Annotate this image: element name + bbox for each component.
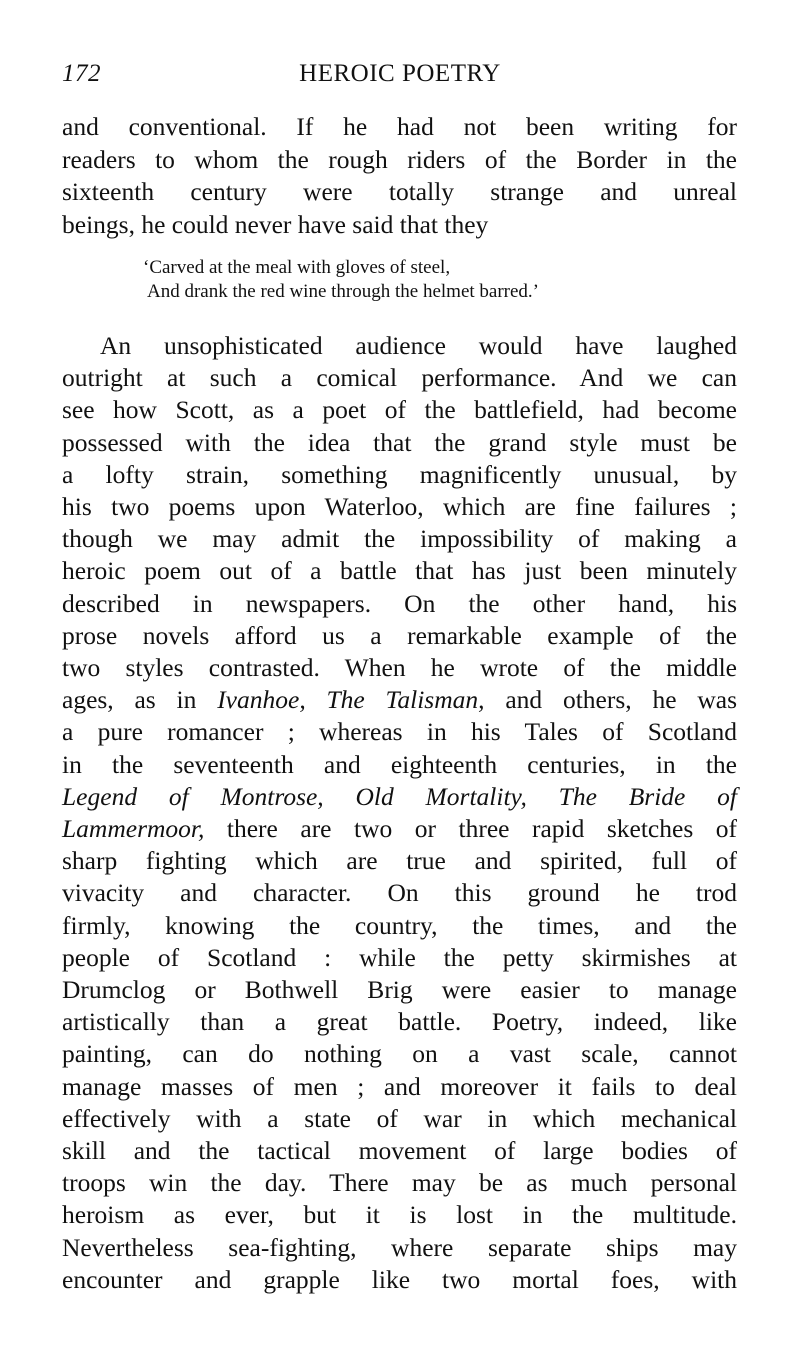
text-line: [62, 942, 737, 974]
text-line: [62, 1103, 737, 1135]
text-segment: there are two or three rapid sketches of: [204, 814, 737, 843]
text-line: [62, 1038, 737, 1070]
text-segment: encounter and grapple like two mortal foes, with: [62, 1264, 737, 1294]
text-segment: a pure romancer ; whereas in his Tales of Scotland: [62, 717, 737, 747]
text-line: [62, 1232, 737, 1264]
text-segment: two styles contrasted. When he wrote of the middle: [62, 653, 737, 682]
text-line: [62, 813, 737, 845]
verse-quote-line: And drank the red wine through the helmet barred.’: [147, 281, 540, 302]
text-line: [62, 523, 737, 555]
text-segment: his two poems upon Waterloo, which are fine failures ;: [62, 492, 737, 521]
italic-title: Lammermoor,: [62, 814, 205, 843]
text-line: [62, 427, 737, 459]
text-line: [62, 144, 737, 176]
text-segment: effectively with a state of war in which mechanical: [62, 1103, 737, 1133]
text-segment: Nevertheless sea-fighting, where separate ships may: [62, 1232, 737, 1262]
text-line: [62, 845, 737, 877]
text-segment: painting, can do nothing on a vast scale, cannot: [62, 1039, 737, 1069]
text-segment: beings, he could never have said that they: [62, 209, 489, 239]
text-line: [62, 111, 737, 143]
text-segment: outright at such a comical performance. And we can: [62, 363, 737, 393]
text-segment: manage masses of men ; and moreover it fails to deal: [62, 1071, 737, 1101]
text-line: [62, 910, 737, 942]
text-segment: described in newspapers. On the other hand, his: [62, 588, 737, 618]
text-line: [62, 1071, 737, 1103]
text-segment: a lofty strain, something magnificently unusual, by: [62, 459, 737, 489]
text-line: [62, 176, 737, 208]
text-line: [62, 459, 737, 491]
text-segment: see how Scott, as a poet of the battlefield, had become: [62, 395, 737, 425]
text-line: [62, 749, 737, 781]
text-line: [62, 1006, 737, 1038]
text-segment: people of Scotland : while the petty skirmishes at: [62, 942, 737, 972]
italic-title: Ivanhoe, The Talisman,: [217, 685, 485, 715]
verse-quote-line: ‘Carved at the meal with gloves of steel,: [143, 257, 451, 278]
text-segment: possessed with the idea that the grand style must be: [62, 427, 737, 457]
text-line: [62, 555, 737, 587]
text-segment: sharp fighting which are true and spirited, full of: [62, 846, 737, 876]
text-segment: and conventional. If he had not been writing for: [62, 112, 737, 141]
text-segment: artistically than a great battle. Poetry, indeed, like: [62, 1007, 737, 1037]
text-segment: and others, he was: [484, 685, 737, 715]
page-number: 172: [62, 60, 101, 87]
running-title: HEROIC POETRY: [299, 60, 501, 87]
text-line: [62, 620, 737, 652]
text-segment: readers to whom the rough riders of the Border in the: [62, 144, 737, 174]
text-line: [62, 877, 737, 909]
text-line: [62, 716, 737, 748]
text-line: [100, 330, 737, 362]
text-segment: heroism as ever, but it is lost in the multitude.: [62, 1200, 737, 1230]
text-segment: An unsophisticated audience would have laughed: [100, 331, 737, 360]
text-segment: heroic poem out of a battle that has just been minutely: [62, 556, 737, 586]
text-segment: firmly, knowing the country, the times, and the: [62, 910, 737, 940]
text-line: [62, 1167, 737, 1199]
text-line: [62, 974, 737, 1006]
text-line: [62, 362, 737, 394]
text-segment: skill and the tactical movement of large bodies of: [62, 1136, 737, 1165]
text-segment: Drumclog or Bothwell Brig were easier to manage: [62, 975, 737, 1004]
text-segment: troops win the day. There may be as much personal: [62, 1168, 737, 1198]
italic-title: Legend of Montrose, Old Mortality, The Bride of: [62, 781, 737, 811]
text-line: [62, 684, 737, 716]
text-line: [62, 491, 737, 523]
text-line: [62, 1135, 737, 1167]
text-line: [62, 781, 737, 813]
text-line: [62, 588, 737, 620]
text-segment: though we may admit the impossibility of making a: [62, 524, 737, 554]
text-segment: vivacity and character. On this ground he trod: [62, 878, 737, 908]
text-line: [62, 1199, 737, 1231]
text-line: [62, 394, 737, 426]
text-segment: sixteenth century were totally strange and unreal: [62, 177, 737, 207]
text-line: [62, 209, 737, 241]
text-line: [62, 1264, 737, 1296]
text-line: [62, 652, 737, 684]
text-segment: in the seventeenth and eighteenth centuries, in the: [62, 749, 737, 779]
text-segment: prose novels afford us a remarkable example of the: [62, 620, 737, 650]
text-segment: ages, as in: [62, 685, 218, 715]
